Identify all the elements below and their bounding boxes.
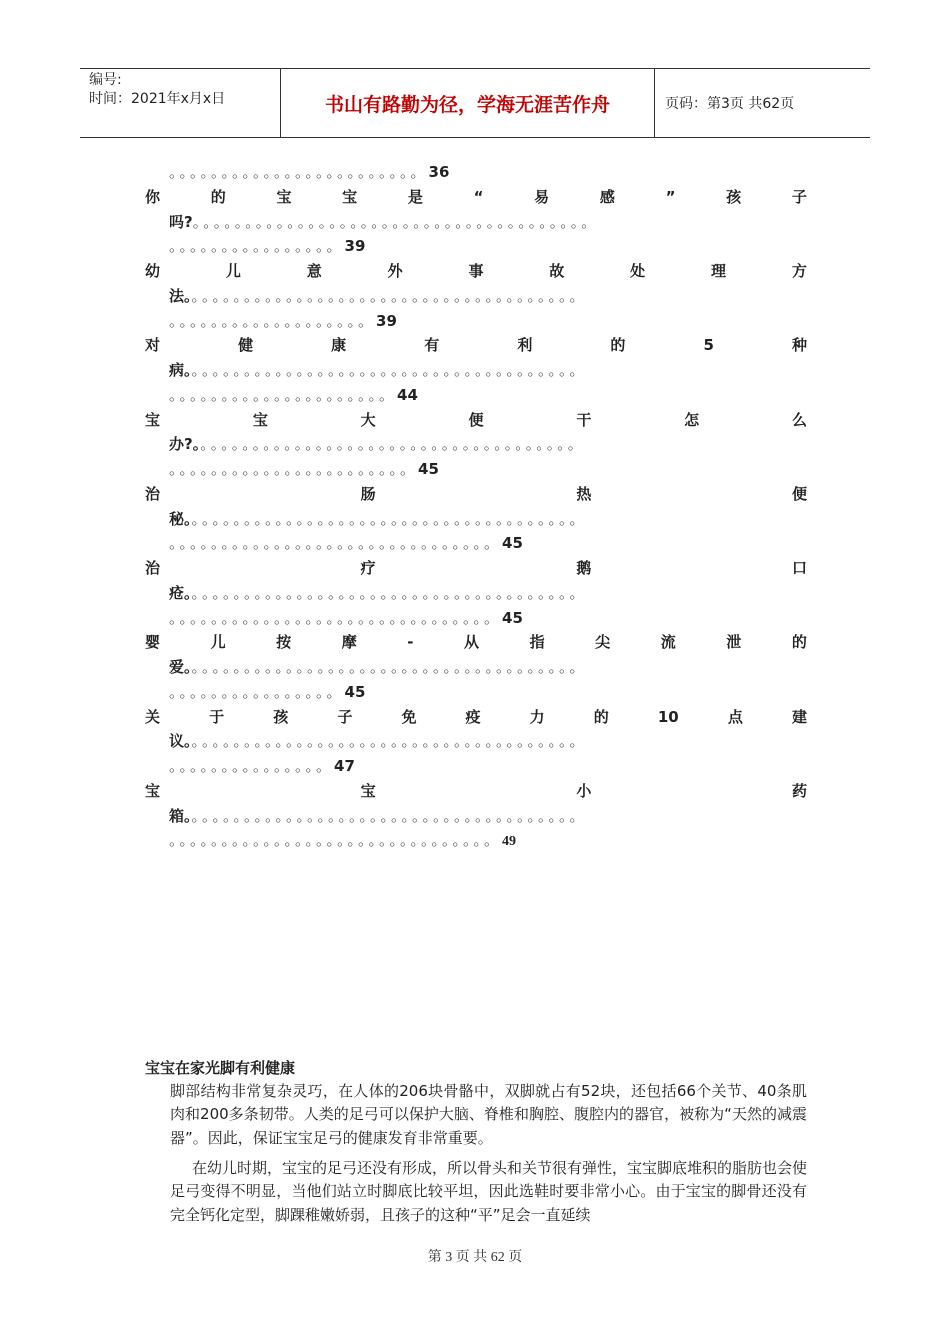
toc-title-char: 事	[468, 262, 484, 280]
toc-title-char: 摩	[341, 633, 357, 652]
toc-entry-continuation	[145, 284, 807, 309]
toc-title-char: 按	[276, 633, 292, 652]
toc-entry-page-line	[145, 754, 807, 779]
toc-title-end: 病。	[169, 361, 192, 379]
toc-leader-dots: 。。。。。。。。。。。。。。。。。。。。。	[169, 385, 398, 404]
toc-title-end: 法。	[169, 286, 192, 305]
toc-page-number: 44	[397, 385, 418, 404]
toc-title-end: 爱。	[169, 658, 192, 676]
toc-title-char: 泄	[726, 633, 742, 652]
toc-page-number: 49	[502, 834, 517, 850]
toc-leader-dots: 。。。。。。。。。。。。。。。。。。。。。。。。。。。。。。。	[169, 608, 503, 627]
toc-title-char: 宝	[342, 187, 358, 206]
toc-title-char: 幼	[145, 262, 161, 280]
toc-entry-title[interactable]	[145, 630, 807, 655]
toc-leader-dots: 。。。。。。。。。。。。。。。。。。。。。。。。。。。。。。。。。。。。。	[191, 583, 588, 602]
toc-title-char: 关	[145, 707, 161, 726]
toc-title-char: 干	[576, 410, 592, 429]
toc-entry-title[interactable]	[145, 185, 807, 210]
toc-title-char: 便	[791, 484, 807, 503]
toc-title-char: 感	[599, 187, 615, 206]
toc-entry-page-line	[145, 234, 807, 259]
table-of-contents	[145, 160, 807, 853]
toc-title-end: 议。	[169, 732, 192, 751]
toc-title-char: 点	[727, 707, 743, 726]
toc-title-char: 种	[791, 336, 807, 355]
toc-title-end: 吗?	[169, 212, 193, 231]
toc-leader-dots: 。。。。。。。。。。。。。。。。。。。。。。。。。。。。。。。	[169, 534, 503, 553]
toc-entry-page-line	[145, 309, 807, 334]
toc-page-number: 45	[502, 608, 523, 627]
toc-title-char: 宝	[276, 187, 292, 206]
toc-leader-dots: 。。。。。。。。。。。。。。。。。。。。。。。。。。。。。。。。。。。。	[200, 435, 586, 454]
toc-title-char: 疫	[465, 707, 481, 726]
toc-entry-page-line	[145, 531, 807, 556]
toc-title-char: 宝	[145, 781, 161, 800]
toc-title-char: 儿	[225, 262, 241, 280]
toc-title-char: 康	[331, 336, 347, 355]
toc-title-char: 么	[791, 410, 807, 429]
toc-leader-dots: 。。。。。。。。。。。。。。。。。。。。。。。。。。。。。。。。。。。。。	[191, 286, 588, 305]
toc-leader-dots: 。。。。。。。。。。。。。。。。。。。。。。。。。。。。。。。。。。。。。	[191, 732, 588, 751]
toc-title-char: 对	[145, 336, 161, 355]
page-footer: 第 3 页 共 62 页	[427, 1250, 523, 1265]
toc-page-number: 39	[344, 237, 366, 256]
toc-page-number: 45	[418, 460, 439, 478]
toc-title-char: 的	[791, 633, 807, 652]
toc-leader-dots: 。。。。。。。。。。。。。。。。。。。。。。。。。。。。。。。。。。。。。	[191, 806, 588, 825]
toc-entry-title[interactable]	[145, 556, 807, 581]
toc-title-char: 宝	[360, 781, 376, 800]
toc-title-char: 宝	[145, 410, 161, 429]
toc-entry-page-line	[145, 383, 807, 408]
toc-leader-dots: 。。。。。。。。。。。。。。。。	[169, 237, 345, 256]
toc-title-char: 大	[360, 410, 376, 429]
toc-first-line: 。。。。。。。。。。。。。。。。。。。。。。。。36	[169, 163, 450, 181]
toc-entry-title[interactable]	[145, 408, 807, 433]
toc-title-char: 10	[657, 707, 679, 726]
header-motto: 书山有路勤为径，学海无涯苦作舟	[281, 69, 655, 137]
toc-leader-dots: 。。。。。。。。。。。。。。。。。。。。。。。。。。。。。。。。。。。。。。	[192, 212, 600, 231]
toc-title-char: 子	[791, 187, 807, 206]
toc-page-number: 39	[376, 311, 397, 330]
toc-title-char: 免	[401, 707, 417, 726]
toc-title-char: 孩	[273, 707, 289, 726]
toc-title-char: 儿	[210, 633, 226, 652]
toc-leader-dots: 。。。。。。。。。。。。。。。。。。。。。。。。。。。。。。。	[169, 831, 503, 850]
toc-entry-continuation	[145, 507, 807, 532]
toc-title-char: 是	[407, 187, 423, 206]
toc-entry-continuation	[145, 655, 807, 680]
toc-title-char: 鹅	[576, 559, 592, 577]
article-paragraph-2: 在幼儿时期，宝宝的足弓还没有形成，所以骨头和关节很有弹性，宝宝脚底堆积的脂肪也会使足弓变得不明显，当他们站立时脚底比较平坦，因此选鞋时要非常小心。由于宝宝的脚骨还没有完全钙化定型，脚踝稚嫩娇弱，且孩子的这种“平”足会一直延续	[170, 1159, 808, 1224]
toc-entry-page-line	[145, 680, 807, 705]
toc-title-char: 建	[791, 707, 807, 726]
toc-title-char: 方	[791, 262, 807, 280]
toc-entry-title[interactable]	[145, 333, 807, 358]
toc-title-char: 便	[468, 410, 484, 429]
toc-title-char: 从	[464, 633, 480, 652]
toc-title-char: 外	[387, 262, 403, 280]
toc-entry-title[interactable]	[145, 482, 807, 507]
toc-title-char: 流	[660, 633, 676, 652]
toc-title-end: 秘。	[169, 509, 192, 528]
toc-title-char: 意	[306, 262, 322, 280]
toc-title-char: 健	[238, 336, 254, 355]
toc-title-char: 怎	[684, 410, 700, 429]
toc-title-char: ”	[665, 187, 676, 206]
toc-title-end: 箱。	[169, 806, 192, 825]
toc-page-number: 45	[502, 534, 523, 553]
toc-title-char: 利	[517, 336, 533, 355]
toc-title-char: 有	[424, 336, 440, 355]
toc-leader-dots: 。。。。。。。。。。。。。。。	[169, 757, 335, 775]
toc-leader-dots: 。。。。。。。。。。。。。。。。。。。。。。。。。。。。。。。。。。。。。	[191, 361, 588, 379]
toc-title-char: 口	[791, 559, 807, 577]
article-title: 宝宝在家光脚有利健康	[145, 1059, 296, 1077]
toc-title-char: 你	[145, 187, 161, 206]
toc-entry-page-line	[145, 606, 807, 631]
toc-entry-title[interactable]	[145, 259, 807, 284]
toc-page-number: 36	[428, 163, 450, 181]
toc-entry-continuation	[145, 804, 807, 829]
toc-title-char: 于	[209, 707, 225, 726]
toc-title-char: 易	[534, 187, 550, 206]
toc-title-char: 力	[529, 707, 545, 726]
toc-entry-title[interactable]	[145, 705, 807, 730]
toc-title-char: 的	[610, 336, 626, 355]
toc-title-char: 热	[576, 484, 592, 503]
toc-entry-continuation	[145, 210, 807, 235]
page-header	[80, 68, 870, 138]
toc-leader-dots: 。。。。。。。。。。。。。。。。。。。。。。。。。。。。。。。。。。。。。	[191, 658, 588, 676]
toc-title-char: 指	[529, 633, 545, 652]
toc-title-char: 治	[145, 559, 161, 577]
toc-title-char: 婴	[145, 633, 161, 652]
toc-leader-dots: 。。。。。。。。。。。。。。。。。。。。。。。。。。。。。。。。。。。。。	[191, 509, 588, 528]
toc-leader-dots: 。。。。。。。。。。。。。。。。。。。。。。。	[169, 460, 419, 478]
toc-page-number: 47	[334, 757, 355, 775]
toc-title-char: 治	[145, 484, 161, 503]
toc-title-char: 宝	[252, 410, 268, 429]
toc-title-char: -	[407, 633, 414, 652]
toc-title-char: 处	[630, 262, 646, 280]
toc-leader-dots: 。。。。。。。。。。。。。。。。	[169, 682, 345, 701]
toc-title-char: 尖	[595, 633, 611, 652]
toc-title-end: 疮。	[169, 583, 192, 602]
toc-entry-continuation	[145, 581, 807, 606]
header-number: 编号:	[89, 72, 122, 88]
toc-leader-dots: 。。。。。。。。。。。。。。。。。。。	[169, 311, 377, 330]
toc-title-char: 的	[593, 707, 609, 726]
toc-title-char: “	[473, 187, 484, 206]
toc-title-char: 药	[791, 781, 807, 800]
toc-title-end: 办?。	[169, 435, 201, 454]
toc-title-char: 孩	[726, 187, 742, 206]
header-meta	[80, 69, 281, 137]
toc-title-char: 子	[337, 707, 353, 726]
header-time: 时间：2021年x月x日	[89, 91, 226, 107]
toc-title-char: 肠	[360, 484, 376, 503]
toc-title-char: 小	[576, 781, 592, 800]
toc-title-char: 理	[711, 262, 727, 280]
toc-entry-page-line	[145, 457, 807, 482]
toc-entry-title[interactable]	[145, 779, 807, 804]
toc-title-char: 疗	[360, 559, 376, 577]
toc-entry-page-line	[145, 828, 807, 853]
toc-title-char: 故	[549, 262, 565, 280]
article-paragraph-1: 脚部结构非常复杂灵巧，在人体的206块骨骼中，双脚就占有52块，还包括66个关节、40条肌肉和200多条韧带。人类的足弓可以保护大脑、脊椎和胸腔、腹腔内的器官，被称为“天然的减震器”。因此，保证宝宝足弓的健康发育非常重要。	[170, 1082, 807, 1147]
toc-entry-continuation	[145, 729, 807, 754]
header-page-info: 页码：第3页 共62页	[665, 96, 795, 112]
toc-entry-continuation	[145, 432, 807, 457]
toc-title-char: 5	[703, 336, 714, 355]
toc-title-char: 的	[210, 187, 226, 206]
toc-entry-continuation	[145, 358, 807, 383]
toc-page-number: 45	[344, 682, 366, 701]
